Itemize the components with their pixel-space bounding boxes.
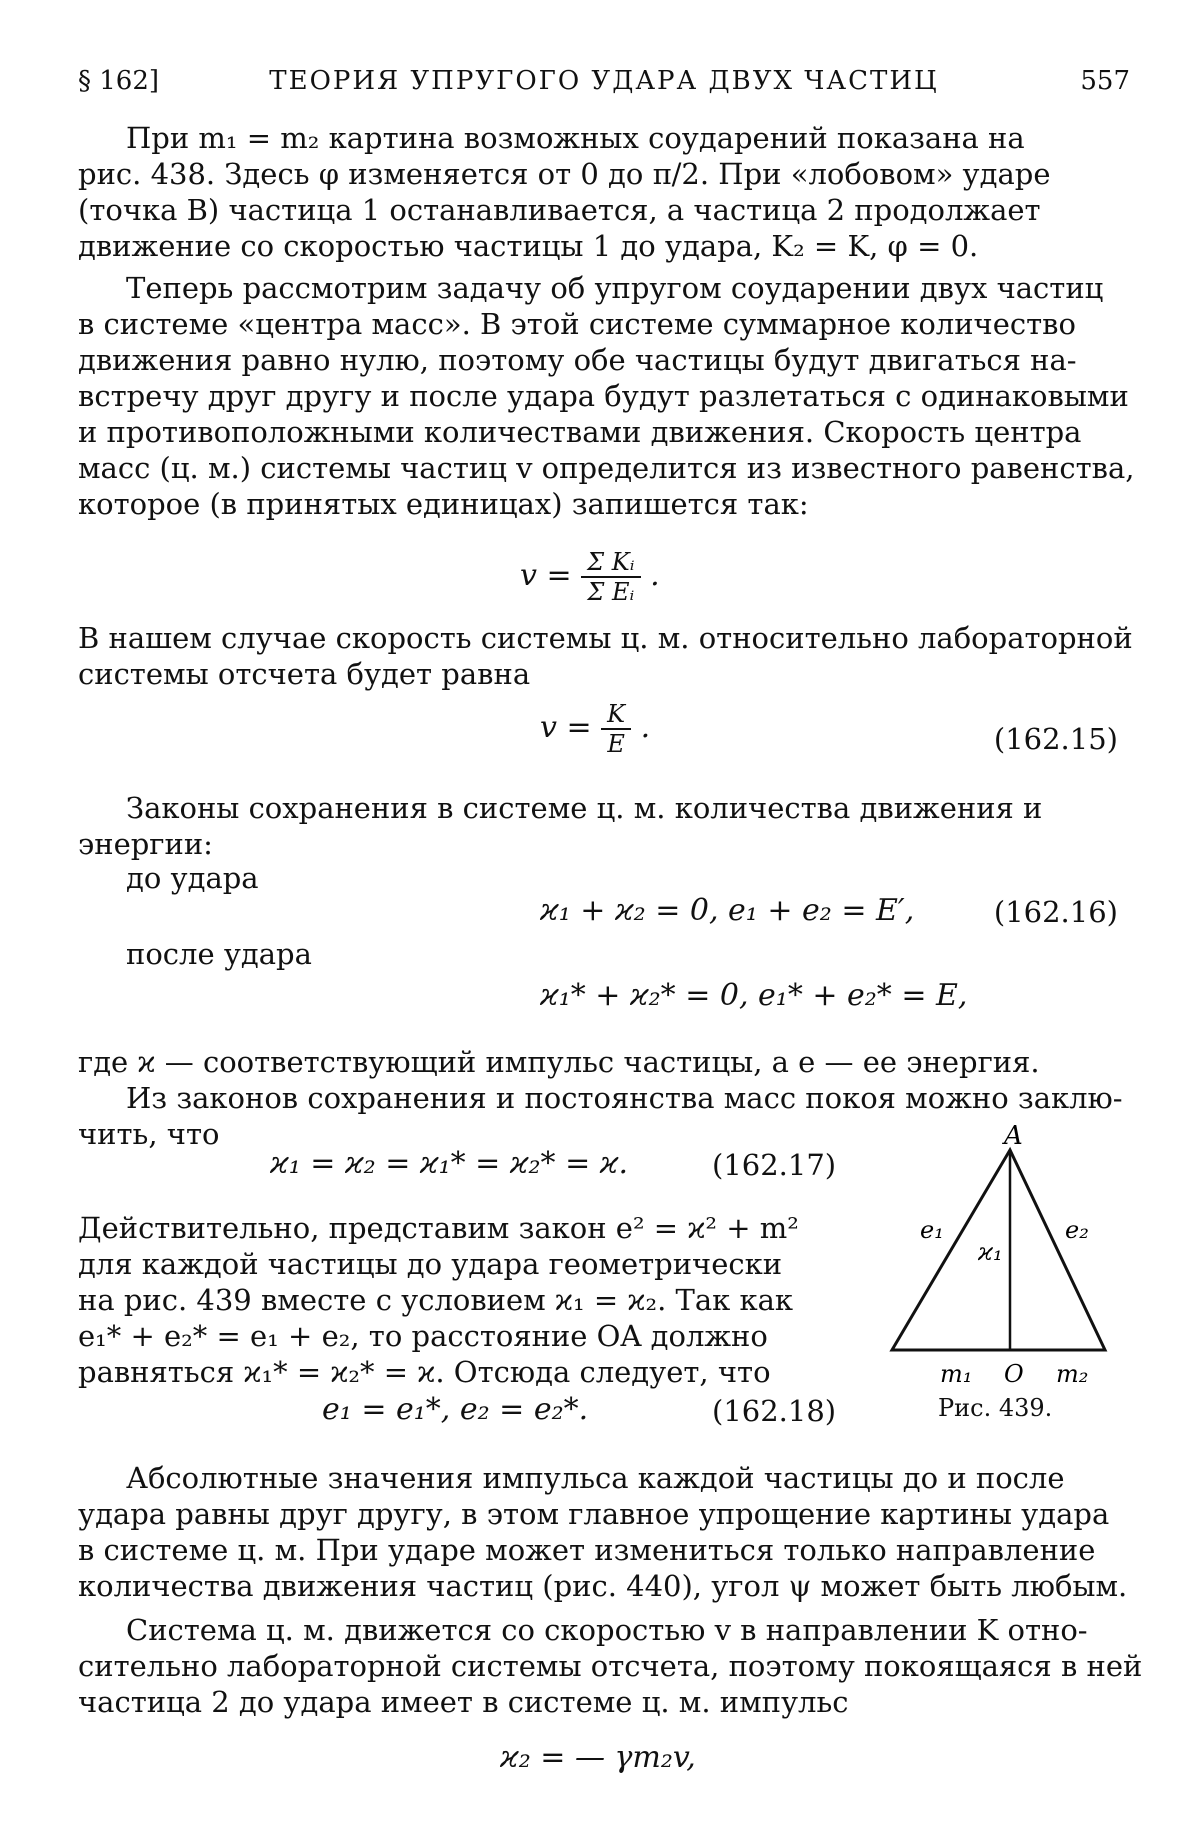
fraction-denominator: Σ Eᵢ xyxy=(587,578,635,606)
paragraph-line: системы отсчета будет равна xyxy=(78,657,531,691)
paragraph-line: равняться ϰ₁* = ϰ₂* = ϰ. Отсюда следует, что xyxy=(78,1355,771,1389)
page-number: 557 xyxy=(1080,66,1130,96)
paragraph-2 xyxy=(78,270,1135,522)
paragraph-5 xyxy=(78,1044,1118,1080)
label-kappa1: ϰ₁ xyxy=(978,1238,1003,1266)
equation-162-17: ϰ₁ = ϰ₂ = ϰ₁* = ϰ₂* = ϰ. xyxy=(270,1146,629,1181)
paragraph-line: Законы сохранения в системе ц. м. количества движения и xyxy=(126,791,1043,825)
paragraph-line: Действительно, представим закон e² = ϰ² + m² xyxy=(78,1211,799,1245)
paragraph-line: частица 2 до удара имеет в системе ц. м. импульс xyxy=(78,1685,849,1719)
running-header xyxy=(78,66,1130,106)
paragraph-line: встречу друг другу и после удара будут разлетаться с одинаковыми xyxy=(78,379,1129,413)
fraction xyxy=(601,700,631,758)
paragraph-line: В нашем случае скорость системы ц. м. относительно лабораторной xyxy=(78,621,1133,655)
paragraph-line: удара равны друг другу, в этом главное упрощение картины удара xyxy=(78,1497,1110,1531)
paragraph-line: e₁* + e₂* = e₁ + e₂, то расстояние OA должно xyxy=(78,1319,768,1353)
label-m1: m₁ xyxy=(940,1360,973,1388)
paragraph-line: в системе ц. м. При ударе может измениться только направление xyxy=(78,1533,1096,1567)
paragraph-line: движение со скоростью частицы 1 до удара, K₂ = K, φ = 0. xyxy=(78,229,979,263)
figure-439 xyxy=(880,1120,1140,1420)
paragraph-line: Из законов сохранения и постоянства масс покоя можно заклю- xyxy=(126,1081,1123,1115)
paragraph-9 xyxy=(78,1612,1143,1720)
equation-162-15 xyxy=(540,700,650,758)
paragraph-line: и противоположными количествами движения. Скорость центра xyxy=(78,415,1082,449)
label-O: O xyxy=(1004,1360,1024,1388)
paragraph-7 xyxy=(78,1210,838,1390)
equation-center-of-mass-velocity xyxy=(520,548,660,606)
paragraph-line: Абсолютные значения импульса каждой частицы до и после xyxy=(126,1461,1065,1495)
paragraph-line: (точка B) частица 1 останавливается, а частица 2 продолжает xyxy=(78,193,1041,227)
label-A: A xyxy=(1004,1121,1023,1151)
paragraph-8 xyxy=(78,1460,1128,1604)
equation-lhs: v = xyxy=(520,558,572,593)
equation-number: (162.16) xyxy=(993,895,1118,929)
equation-tail: . xyxy=(650,558,660,593)
label-m2: m₂ xyxy=(1056,1360,1089,1388)
paragraph-3 xyxy=(78,620,1133,692)
equation-number: (162.17) xyxy=(712,1148,837,1182)
paragraph-line: масс (ц. м.) системы частиц v определится из известного равенства, xyxy=(78,451,1135,485)
paragraph-line: на рис. 439 вместе с условием ϰ₁ = ϰ₂. Так как xyxy=(78,1283,794,1317)
section-number: § 162] xyxy=(78,66,160,96)
equation-lhs: v = xyxy=(540,710,592,745)
paragraph-line: Система ц. м. движется со скоростью v в направлении K отно- xyxy=(126,1613,1088,1647)
paragraph-line: для каждой частицы до удара геометрически xyxy=(78,1247,783,1281)
paragraph-line: в системе «центра масс». В этой системе суммарное количество xyxy=(78,307,1076,341)
equation-162-16-after: ϰ₁* + ϰ₂* = 0, e₁* + e₂* = E, xyxy=(540,978,968,1013)
paragraph-1 xyxy=(78,120,1118,264)
paragraph-line: чить, что xyxy=(78,1117,220,1151)
figure-caption: Рис. 439. xyxy=(938,1394,1053,1422)
equation-number: (162.15) xyxy=(993,722,1118,756)
paragraph-line: где ϰ — соответствующий импульс частицы, а e — ее энергия. xyxy=(78,1045,1040,1079)
paragraph-line: которое (в принятых единицах) запишется так: xyxy=(78,487,809,521)
label-before-impact: до удара xyxy=(126,861,259,895)
equation-162-18: e₁ = e₁*, e₂ = e₂*. xyxy=(322,1392,589,1427)
label-e2: e₂ xyxy=(1065,1216,1089,1244)
paragraph-line: рис. 438. Здесь φ изменяется от 0 до π/2. При «лобовом» ударе xyxy=(78,157,1051,191)
paragraph-line: движения равно нулю, поэтому обе частицы будут двигаться на- xyxy=(78,343,1077,377)
fraction-numerator: Σ Kᵢ xyxy=(581,548,640,578)
label-after-impact: после удара xyxy=(126,937,312,971)
paragraph-line: При m₁ = m₂ картина возможных соударений показана на xyxy=(126,121,1025,155)
equation-tail: . xyxy=(640,710,651,745)
fraction xyxy=(581,548,640,606)
equation-kappa2: ϰ₂ = — γm₂v, xyxy=(500,1740,696,1775)
fraction-numerator: K xyxy=(601,700,631,730)
running-title: ТЕОРИЯ УПРУГОГО УДАРА ДВУХ ЧАСТИЦ xyxy=(269,66,939,96)
paragraph-line: сительно лабораторной системы отсчета, поэтому покоящаяся в ней xyxy=(78,1649,1143,1683)
paragraph-line: количества движения частиц (рис. 440), угол ψ может быть любым. xyxy=(78,1569,1128,1603)
fraction-denominator: E xyxy=(607,730,625,758)
paragraph-4 xyxy=(78,790,1118,862)
equation-number: (162.18) xyxy=(712,1394,837,1428)
paragraph-line: Теперь рассмотрим задачу об упругом соударении двух частиц xyxy=(126,271,1104,305)
label-e1: e₁ xyxy=(920,1216,944,1244)
paragraph-line: энергии: xyxy=(78,827,213,861)
equation-162-16-before: ϰ₁ + ϰ₂ = 0, e₁ + e₂ = E′, xyxy=(540,893,915,928)
